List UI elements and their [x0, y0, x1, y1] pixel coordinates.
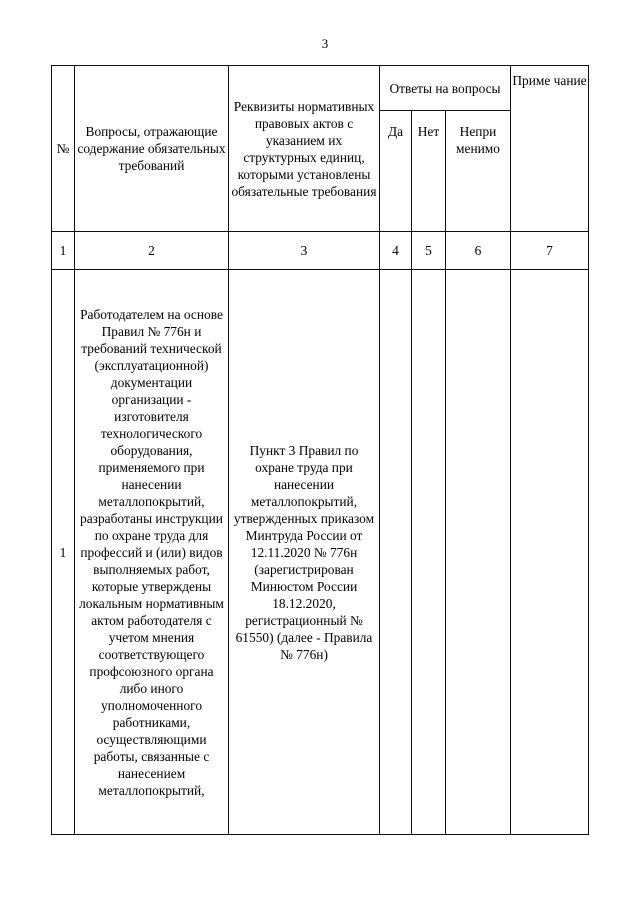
row-requisites: Пункт 3 Правил по охране труда при нанесении металлопокрытий, утвержденных приказом Минтруда России от 12.11.2020 № 776н (зарегистрирован Минюстом России 18.12.2020, регистрационный № 61550) (далее - Правила № 776н): [229, 270, 380, 835]
row-answer-no[interactable]: [412, 270, 446, 835]
header-yes: Да: [380, 111, 412, 232]
row-answer-na[interactable]: [446, 270, 511, 835]
col-number-1: 1: [52, 232, 75, 270]
header-na: Непри менимо: [446, 111, 511, 232]
column-number-row: [52, 232, 589, 270]
header-no: Нет: [412, 111, 446, 232]
col-number-7: 7: [511, 232, 589, 270]
col-number-6: 6: [446, 232, 511, 270]
table-row: [52, 270, 589, 835]
row-answer-yes[interactable]: [380, 270, 412, 835]
row-num: 1: [52, 270, 75, 835]
header-notes: Приме чание: [511, 66, 589, 232]
header-answers: Ответы на вопросы: [380, 66, 511, 111]
page-number: 3: [321, 36, 329, 51]
col-number-2: 2: [75, 232, 229, 270]
header-row: [52, 66, 589, 111]
row-notes[interactable]: [511, 270, 589, 835]
col-number-4: 4: [380, 232, 412, 270]
checklist-table: [51, 65, 589, 835]
col-number-3: 3: [229, 232, 380, 270]
header-num: №: [52, 66, 75, 232]
col-number-5: 5: [412, 232, 446, 270]
row-question: Работодателем на основе Правил № 776н и требований технической (эксплуатационной) документации организации - изготовителя технологического оборудования, применяемого при нанесении металлопокрытий, разработаны инструкции по охране труда для профессий и (или) видов выполняемых работ, которые утверждены локальным нормативным актом работодателя с учетом мнения соответствующего профсоюзного органа либо иного уполномоченного работниками, осуществляющими работы, связанные с нанесением металлопокрытий,: [75, 270, 229, 835]
header-requisites: Реквизиты нормативных правовых актов с указанием их структурных единиц, которыми установлены обязательные требования: [229, 66, 380, 232]
header-questions: Вопросы, отражающие содержание обязательных требований: [75, 66, 229, 232]
